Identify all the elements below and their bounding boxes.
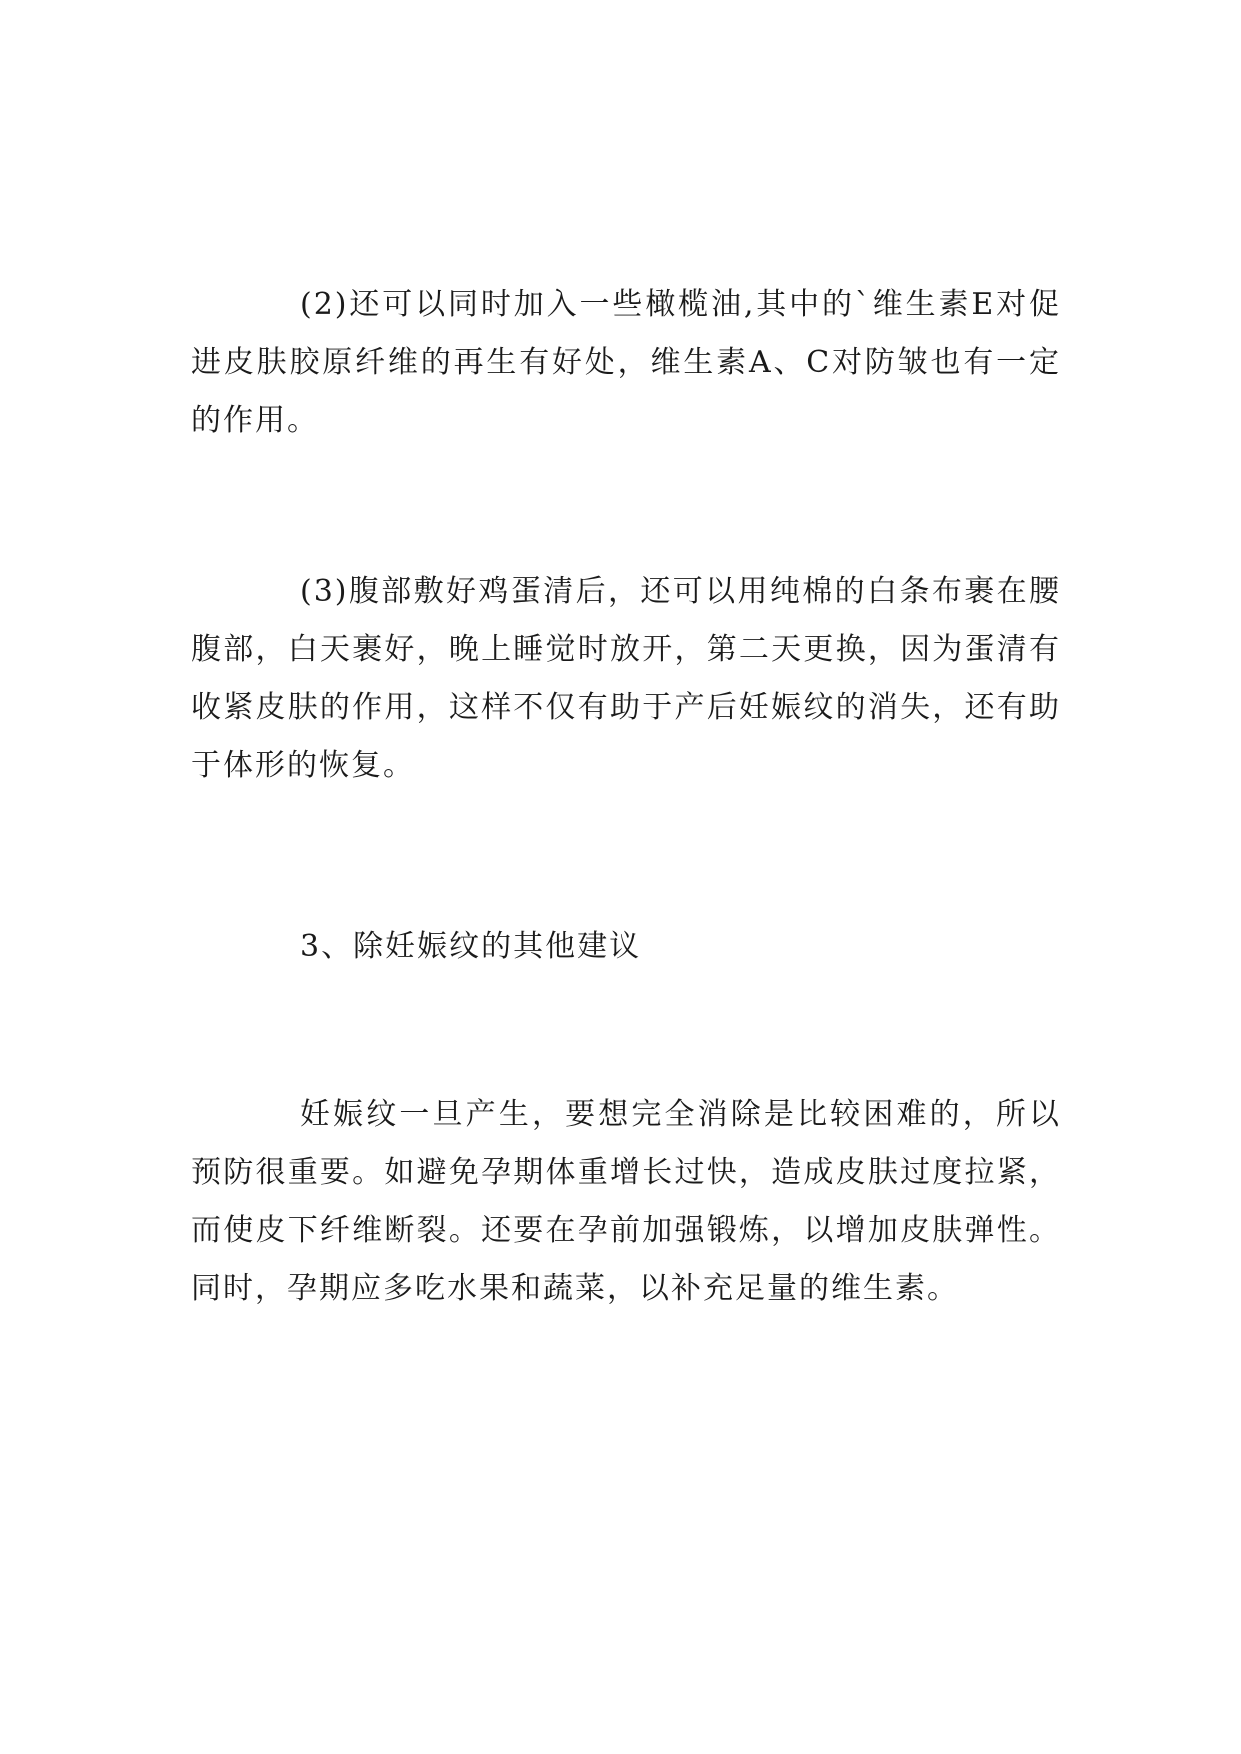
section-heading: 3、除妊娠纹的其他建议 xyxy=(300,929,642,964)
paragraph-prevention-advice: 妊娠纹一旦产生，要想完全消除是比较困难的，所以预防很重要。如避免孕期体重增长过快，造成皮肤过度拉紧，而使皮下纤维断裂。还要在孕前加强锻炼，以增加皮肤弹性。同时，孕期应多吃水果和蔬菜，以补充足量的维生素。 xyxy=(191,1097,1061,1306)
paragraph-olive-oil: (2)还可以同时加入一些橄榄油,其中的`维生素E对促进皮肤胶原纤维的再生有好处，维生素A、C对防皱也有一定的作用。 xyxy=(191,287,1061,438)
paragraph-egg-white: (3)腹部敷好鸡蛋清后，还可以用纯棉的白条布裹在腰腹部，白天裹好，晚上睡觉时放开，第二天更换，因为蛋清有收紧皮肤的作用，这样不仅有助于产后妊娠纹的消失，还有助于体形的恢复。 xyxy=(191,574,1061,783)
